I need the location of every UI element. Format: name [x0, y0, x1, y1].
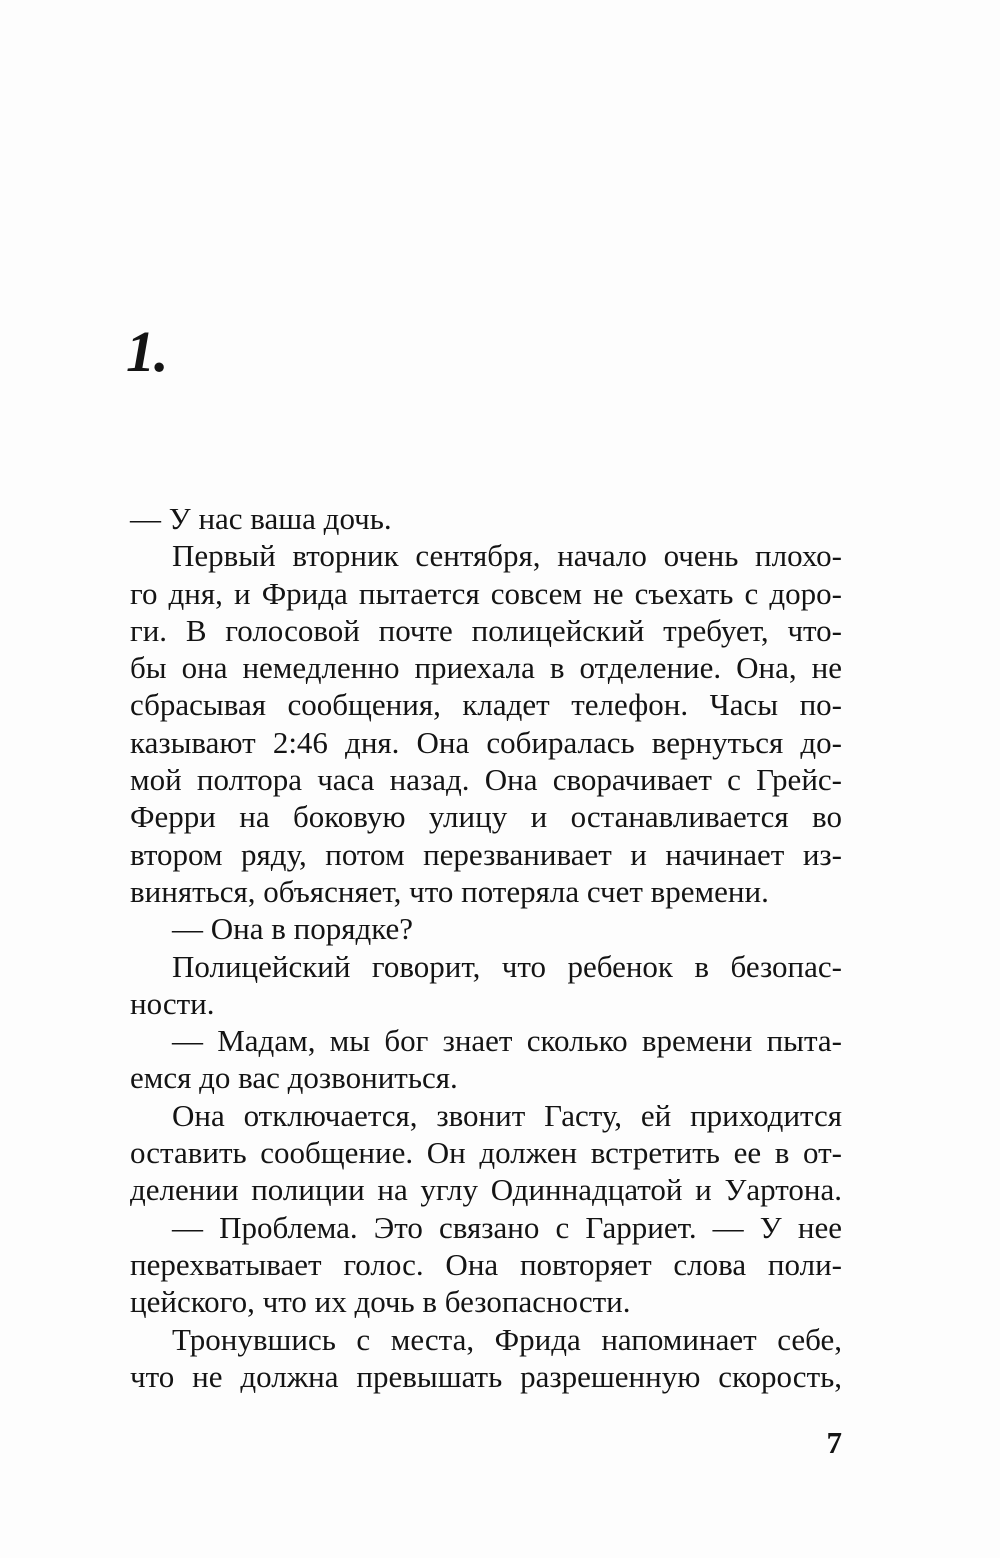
text-line: Первый вторник сентября, начало очень плохо-	[172, 538, 842, 574]
text-line: Тронувшись с места, Фрида напоминает себе,	[172, 1321, 842, 1357]
text-line: ности.	[130, 985, 215, 1021]
text-line: казывают 2:46 дня. Она собиралась вернуться до-	[130, 724, 842, 760]
text-line: — Мадам, мы бог знает сколько времени пыта-	[172, 1023, 842, 1059]
text-line: виняться, объясняет, что потеряла счет времени.	[130, 873, 769, 909]
text-line: емся до вас дозвониться.	[130, 1060, 458, 1096]
chapter-number: 1.	[126, 319, 168, 384]
text-line: — У нас ваша дочь.	[130, 501, 392, 536]
text-line: го дня, и Фрида пытается совсем не съехать с доро-	[130, 575, 842, 611]
text-line: перехватывает голос. Она повторяет слова поли-	[130, 1246, 842, 1282]
text-line: оставить сообщение. Он должен встретить ее в от-	[130, 1135, 842, 1171]
text-line: — Она в порядке?	[172, 911, 414, 947]
text-line: делении полиции на углу Одиннадцатой и Уартона.	[130, 1172, 842, 1208]
text-line: Она отключается, звонит Гасту, ей приходится	[172, 1097, 842, 1133]
text-line: втором ряду, потом перезванивает и начинает из-	[130, 836, 842, 872]
text-line: ги. В голосовой почте полицейский требует, что-	[130, 612, 842, 648]
text-line: сбрасывая сообщения, кладет телефон. Часы по-	[130, 687, 842, 723]
text-line: цейского, что их дочь в безопасности.	[130, 1284, 631, 1320]
text-line: мой полтора часа назад. Она сворачивает с Грейс-	[130, 762, 842, 798]
text-line: — Проблема. Это связано с Гарриет. — У нее	[172, 1209, 842, 1245]
page-number: 7	[826, 1425, 842, 1460]
body-text	[130, 500, 842, 1395]
text-line: что не должна превышать разрешенную скорость,	[130, 1358, 842, 1394]
text-line: Полицейский говорит, что ребенок в безопас-	[172, 948, 842, 984]
text-line: Ферри на боковую улицу и останавливается во	[130, 799, 842, 835]
text-line: бы она немедленно приехала в отделение. Она, не	[130, 650, 842, 686]
